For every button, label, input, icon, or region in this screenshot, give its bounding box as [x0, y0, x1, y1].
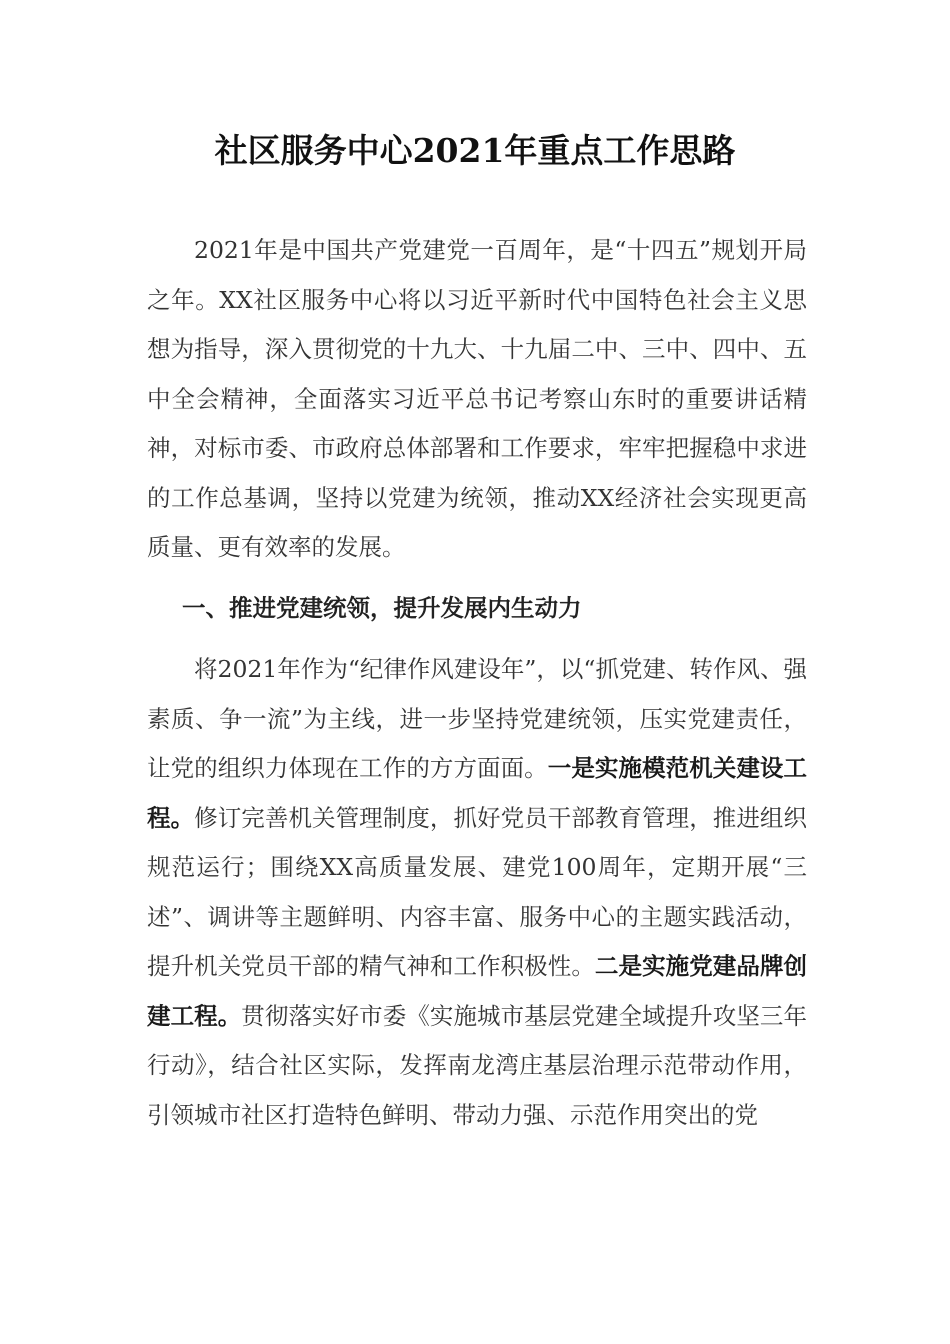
section-paragraph — [147, 645, 807, 1140]
section-heading: 一、推进党建统领，提升发展内生动力 — [182, 594, 582, 622]
paragraph-text: 贯彻落实好市委《实施城市基层党建全域提升攻坚三年行动》，结合社区实际，发挥南龙湾庄基层治理示范带动作用，引领城市社区打造特色鲜明、带动力强、示范作用突出的党 — [147, 1001, 807, 1129]
intro-paragraph: 2021年是中国共产党建党一百周年，是“十四五”规划开局之年。XX社区服务中心将以习近平新时代中国特色社会主义思想为指导，深入贯彻党的十九大、十九届二中、三中、四中、五中全会精神，全面落实习近平总书记考察山东时的重要讲话精神，对标市委、市政府总体部署和工作要求，牢牢把握稳中求进的工作总基调，坚持以党建为统领，推动XX经济社会实现更高质量、更有效率的发展。 — [147, 236, 807, 561]
paragraph-text: 将2021年作为“纪律作风建设年”，以“抓党建、转作风、强素质、争一流”为主线，进一步坚持党建统领，压实党建责任，让党的组织力体现在工作的方方面面。 — [147, 655, 807, 782]
paragraph-text: 修订完善机关管理制度，抓好党员干部教育管理，推进组织规范运行；围绕XX高质量发展、建党100周年，定期开展“三述”、调讲等主题鲜明、内容丰富、服务中心的主题实践活动，提升机关党员干部的精气神和工作积极性。 — [147, 803, 808, 980]
bold-phrase: 一是实施模范机关建设工程。 — [147, 754, 808, 832]
bold-phrase: 二是实施党建品牌创建工程。 — [147, 952, 808, 1030]
page-title: 社区服务中心2021年重点工作思路 — [214, 131, 736, 170]
